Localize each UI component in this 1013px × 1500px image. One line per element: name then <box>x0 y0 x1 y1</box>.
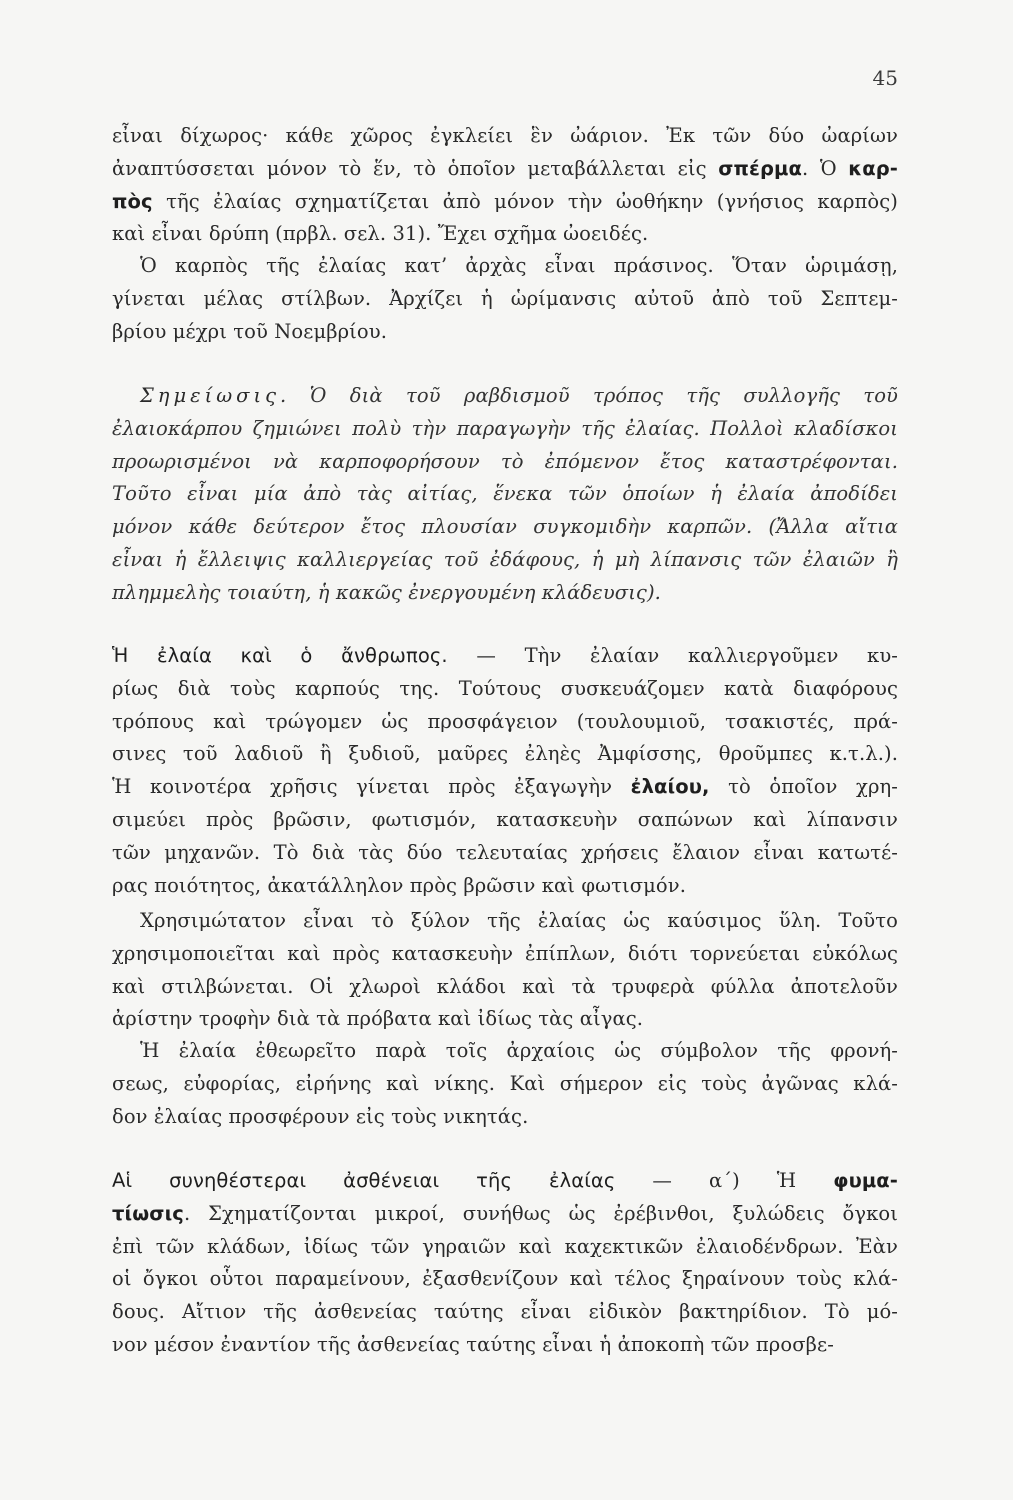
text-line <box>112 837 898 870</box>
text-run: φυμα- <box>833 1169 898 1192</box>
text-line <box>112 640 898 673</box>
paragraph-p2 <box>112 250 898 348</box>
text-run: καὶ στιλβώνεται. Οἱ χλωροὶ κλάδοι καὶ τὰ τρυφερὰ φύλλα ἀποτελοῦν <box>112 974 898 998</box>
text-line <box>112 316 898 349</box>
paragraph-p5 <box>112 905 898 1036</box>
text-line <box>112 1101 898 1134</box>
text-run: . Ὁ διὰ τοῦ ραβδισμοῦ τρόπος τῆς συλλογῆς τοῦ <box>280 384 898 407</box>
text-line <box>112 870 898 903</box>
text-run: τῆς ἐλαίας σχηματίζεται ἀπὸ μόνον τὴν ὠοθήκην (γνήσιος καρπὸς) <box>152 189 898 213</box>
text-run: σεως, εὐφορίας, εἰρήνης καὶ νίκης. Καὶ σήμερον εἰς τοὺς ἀγῶνας κλά- <box>112 1071 898 1095</box>
text-run: δον ἐλαίας προσφέρουν εἰς τοὺς νικητάς. <box>112 1104 529 1128</box>
text-run: νον μέσον ἐναντίον τῆς ἀσθενείας ταύτης εἶναι ἡ ἀποκοπὴ τῶν προσβε- <box>112 1332 834 1356</box>
text-line <box>112 186 898 219</box>
text-run: σιμεύει πρὸς βρῶσιν, φωτισμόν, κατασκευὴν σαπώνων καὶ λίπανσιν <box>112 807 898 831</box>
text-run: Ὁ καρπὸς τῆς ἐλαίας κατ’ ἀρχὰς εἶναι πράσινος. Ὅταν ὡριμάσῃ, <box>140 254 898 277</box>
text-line <box>112 673 898 706</box>
text-line <box>112 706 898 739</box>
text-run: δους. Αἴτιον τῆς ἀσθενείας ταύτης εἶναι εἰδικὸν βακτηρίδιον. Τὸ μό- <box>112 1300 898 1324</box>
text-run: σινες τοῦ λαδιοῦ ἢ ξυδιοῦ, μαῦρες ἐληὲς Ἀμφίσσης, θροῦμπες κ.τ.λ.). <box>112 742 898 766</box>
paragraph-p7 <box>112 1165 898 1362</box>
text-line <box>112 1198 898 1231</box>
text-line <box>112 1329 898 1362</box>
text-line <box>112 153 898 186</box>
text-line <box>112 577 898 610</box>
text-run: ἐλαιοκάρπου ζημιώνει πολὺ τὴν παραγωγὴν τῆς ἐλαίας. Πολλοὶ κλαδίσκοι <box>112 416 898 440</box>
text-line <box>112 1035 898 1068</box>
text-run: σπέρμα <box>718 156 802 180</box>
text-run: εἶναι δίχωρος· κάθε χῶρος ἐγκλείει ἓν ὠάριον. Ἐκ τῶν δύο ὠαρίων <box>112 124 898 147</box>
paragraph-p4 <box>112 640 898 902</box>
paragraph-p3 <box>112 380 898 610</box>
text-line <box>112 771 898 804</box>
text-run: ρας ποιότητος, ἀκατάλληλον πρὸς βρῶσιν καὶ φωτισμόν. <box>112 873 686 897</box>
text-run: . Ὁ <box>802 156 849 180</box>
text-run: μόνον κάθε δεύτερον ἔτος πλουσίαν συγκομιδὴν καρπῶν. (Ἄλλα αἴτια <box>112 515 898 539</box>
text-line <box>112 120 898 153</box>
text-line <box>112 1231 898 1264</box>
text-run: ἀναπτύσσεται μόνον τὸ ἕν, τὸ ὁποῖον μεταβάλλεται εἰς <box>112 156 719 180</box>
text-run: Αἱ συνηθέστεραι ἀσθένειαι τῆς ἐλαίας <box>112 1169 616 1192</box>
text-run: βρίου μέχρι τοῦ Νοεμβρίου. <box>112 319 388 343</box>
text-run: καὶ εἶναι δρύπη (πρβλ. σελ. 31). Ἔχει σχῆμα ὠοειδές. <box>112 222 649 246</box>
text-run: χρησιμοποιεῖται καὶ πρὸς κατασκευὴν ἐπίπλων, διότι τορνεύεται εὐκόλως <box>112 941 898 965</box>
text-line <box>112 446 898 479</box>
text-run: ἐπὶ τῶν κλάδων, ἰδίως τῶν γηραιῶν καὶ καχεκτικῶν ἐλαιοδένδρων. Ἐὰν <box>112 1234 898 1258</box>
text-line <box>112 738 898 771</box>
text-line <box>112 250 898 283</box>
text-line <box>112 971 898 1004</box>
text-run: . Σχηματίζονται μικροί, συνήθως ὡς ἐρέβινθοι, ξυλώδεις ὄγκοι <box>183 1201 898 1225</box>
text-line <box>112 283 898 316</box>
text-run: ἐλαίου, <box>630 775 710 799</box>
text-line <box>112 413 898 446</box>
text-run: πλημμελὴς τοιαύτη, ἡ κακῶς ἐνεργουμένη κλάδευσις). <box>112 580 661 604</box>
page-number: 45 <box>872 66 898 90</box>
text-run: τῶν μηχανῶν. Τὸ διὰ τὰς δύο τελευταίας χρήσεις ἔλαιον εἶναι κατωτέ- <box>112 840 898 864</box>
text-run: Ἡ ἐλαία ἐθεωρεῖτο παρὰ τοῖς ἀρχαίοις ὡς σύμβολον τῆς φρονή- <box>140 1039 898 1062</box>
text-line <box>112 938 898 971</box>
text-line <box>112 544 898 577</box>
text-run: τίωσις <box>112 1201 184 1225</box>
text-run: Σημείωσις <box>140 384 281 407</box>
text-run: εἶναι ἡ ἔλλειψις καλλιεργείας τοῦ ἐδάφους, ἡ μὴ λίπανσις τῶν ἐλαιῶν ἢ <box>112 547 898 571</box>
paragraph-p1 <box>112 120 898 251</box>
text-run: — Τὴν ἐλαίαν καλλιεργοῦμεν κυ- <box>447 644 898 667</box>
text-line <box>112 511 898 544</box>
text-line <box>112 218 898 251</box>
paragraph-p6 <box>112 1035 898 1133</box>
text-run: τὸ ὁποῖον χρη- <box>709 775 898 799</box>
text-line <box>112 1165 898 1198</box>
text-line <box>112 1296 898 1329</box>
text-run: — α΄) Ἡ <box>615 1169 834 1192</box>
text-run: γίνεται μέλας στίλβων. Ἀρχίζει ἡ ὡρίμανσις αὐτοῦ ἀπὸ τοῦ Σεπτεμ- <box>112 286 898 310</box>
text-run: τρόπους καὶ τρώγομεν ὡς προσφάγειον (τουλουμιοῦ, τσακιστές, πρά- <box>112 709 898 733</box>
text-run: Χρησιμώτατον εἶναι τὸ ξύλον τῆς ἐλαίας ὡς καύσιμος ὕλη. Τοῦτο <box>140 909 898 932</box>
text-run: Ἡ κοινοτέρα χρῆσις γίνεται πρὸς ἐξαγωγὴν <box>112 775 631 799</box>
text-line <box>112 1068 898 1101</box>
text-run: ἀρίστην τροφὴν διὰ τὰ πρόβατα καὶ ἰδίως τὰς αἶγας. <box>112 1007 644 1031</box>
text-line <box>112 478 898 511</box>
text-run: πὸς <box>112 189 153 213</box>
text-run: Τοῦτο εἶναι μία ἀπὸ τὰς αἰτίας, ἕνεκα τῶν ὁποίων ἡ ἐλαία ἀποδίδει <box>112 482 898 506</box>
text-run: Ἡ ἐλαία καὶ ὁ ἄνθρωπος. <box>112 644 448 667</box>
text-run: ρίως διὰ τοὺς καρπούς της. Τούτους συσκευάζομεν κατὰ διαφόρους <box>112 676 898 700</box>
text-line <box>112 1003 898 1036</box>
text-line <box>112 905 898 938</box>
text-run: προωρισμένοι νὰ καρποφορήσουν τὸ ἐπόμενον ἔτος καταστρέφονται. <box>112 449 898 473</box>
text-line <box>112 1263 898 1296</box>
text-line <box>112 804 898 837</box>
text-line <box>112 380 898 413</box>
text-run: οἱ ὄγκοι οὗτοι παραμείνουν, ἐξασθενίζουν καὶ τέλος ξηραίνουν τοὺς κλά- <box>112 1267 898 1291</box>
text-run: καρ- <box>848 156 898 180</box>
